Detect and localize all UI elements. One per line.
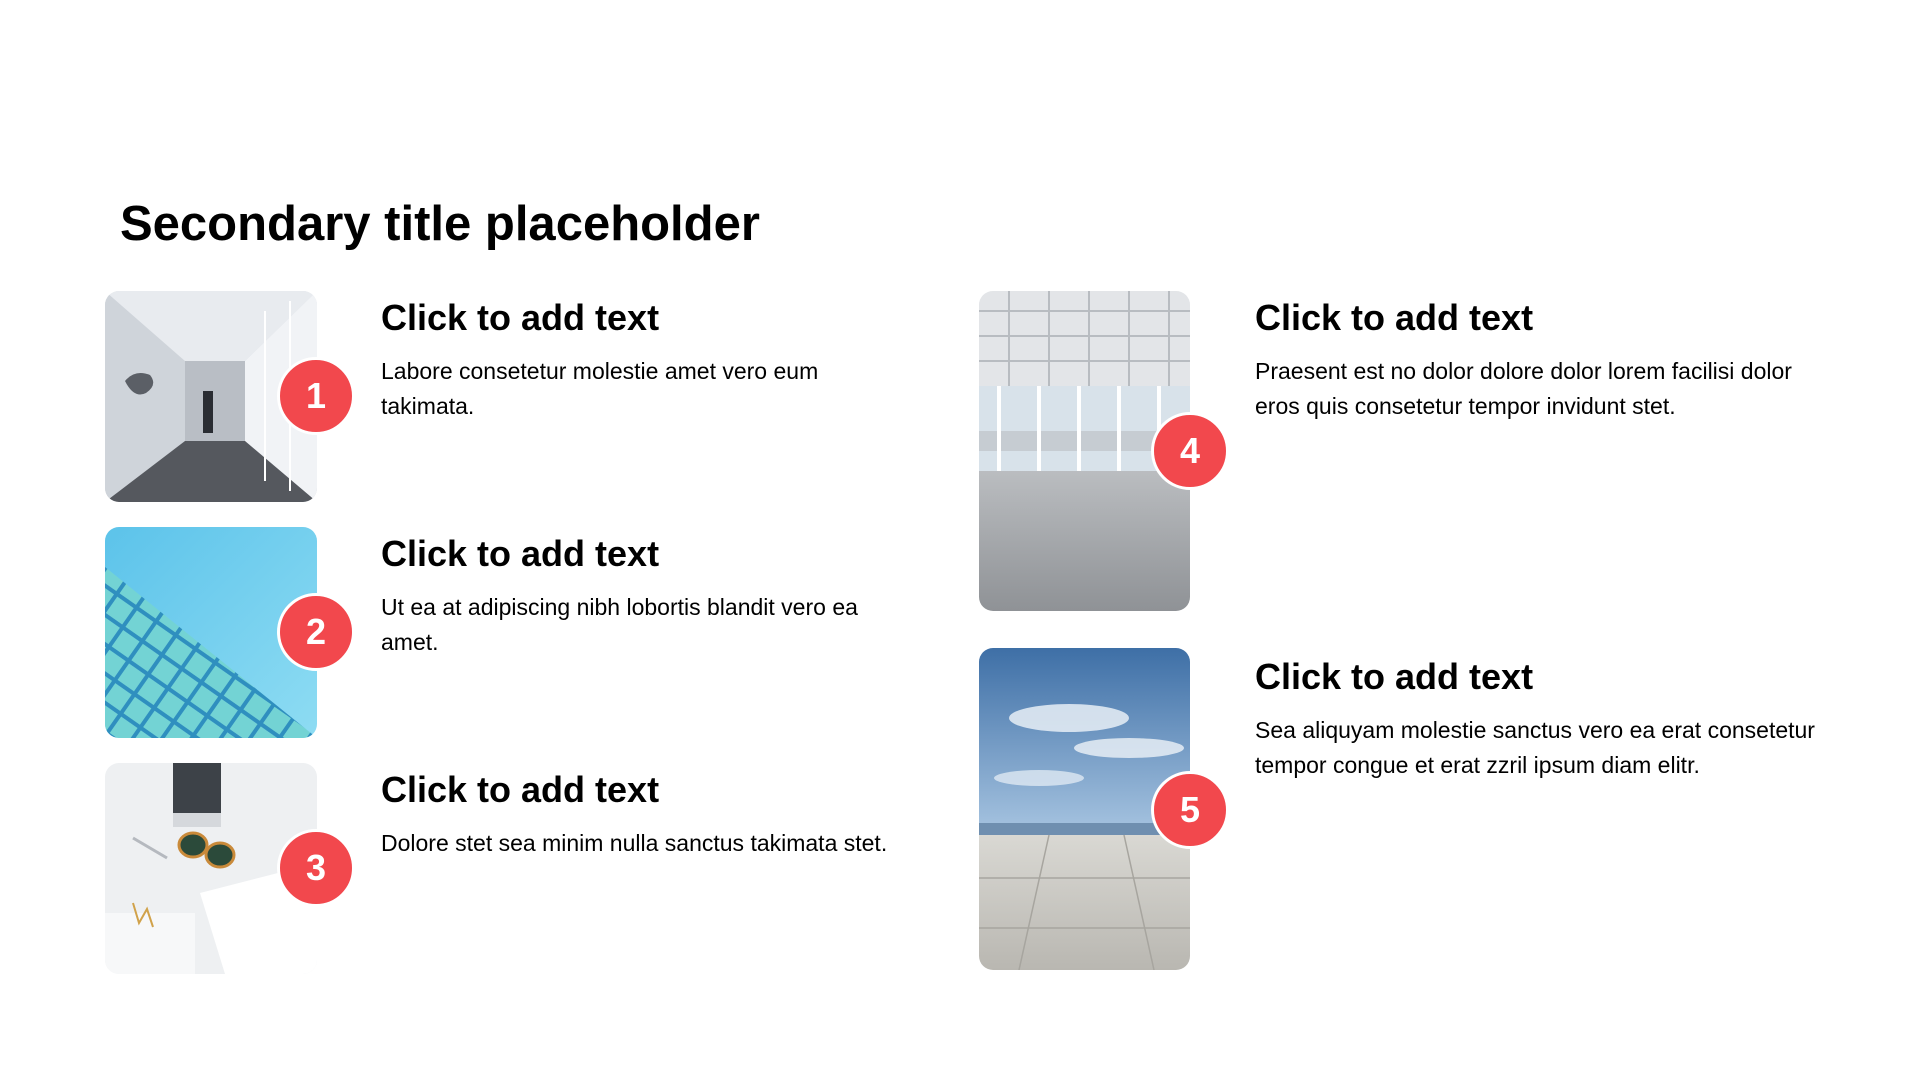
item-heading-3[interactable]: Click to add text (381, 769, 660, 810)
item-heading-4[interactable]: Click to add text (1255, 297, 1534, 338)
item-body-4[interactable]: Praesent est no dolor dolore dolor lorem facilisi dolor eros quis consetetur tempor invidunt stet. (1255, 358, 1792, 419)
item-body-1[interactable]: Labore consetetur molestie amet vero eum takimata. (381, 358, 819, 419)
step-badge-4: 4 (1151, 412, 1229, 490)
step-badge-5: 5 (1151, 771, 1229, 849)
item-body-2[interactable]: Ut ea at adipiscing nibh lobortis blandit vero ea amet. (381, 594, 858, 655)
step-badge-2: 2 (277, 593, 355, 671)
item-heading-2[interactable]: Click to add text (381, 533, 660, 574)
step-badge-1: 1 (277, 357, 355, 435)
item-heading-1[interactable]: Click to add text (381, 297, 660, 338)
slide-title[interactable]: Secondary title placeholder (120, 197, 760, 251)
item-body-5[interactable]: Sea aliquyam molestie sanctus vero ea erat consetetur tempor congue et erat zzril ipsum diam elitr. (1255, 717, 1815, 778)
item-body-3[interactable]: Dolore stet sea minim nulla sanctus takimata stet. (381, 830, 888, 856)
item-heading-5[interactable]: Click to add text (1255, 656, 1534, 697)
step-badge-3: 3 (277, 829, 355, 907)
